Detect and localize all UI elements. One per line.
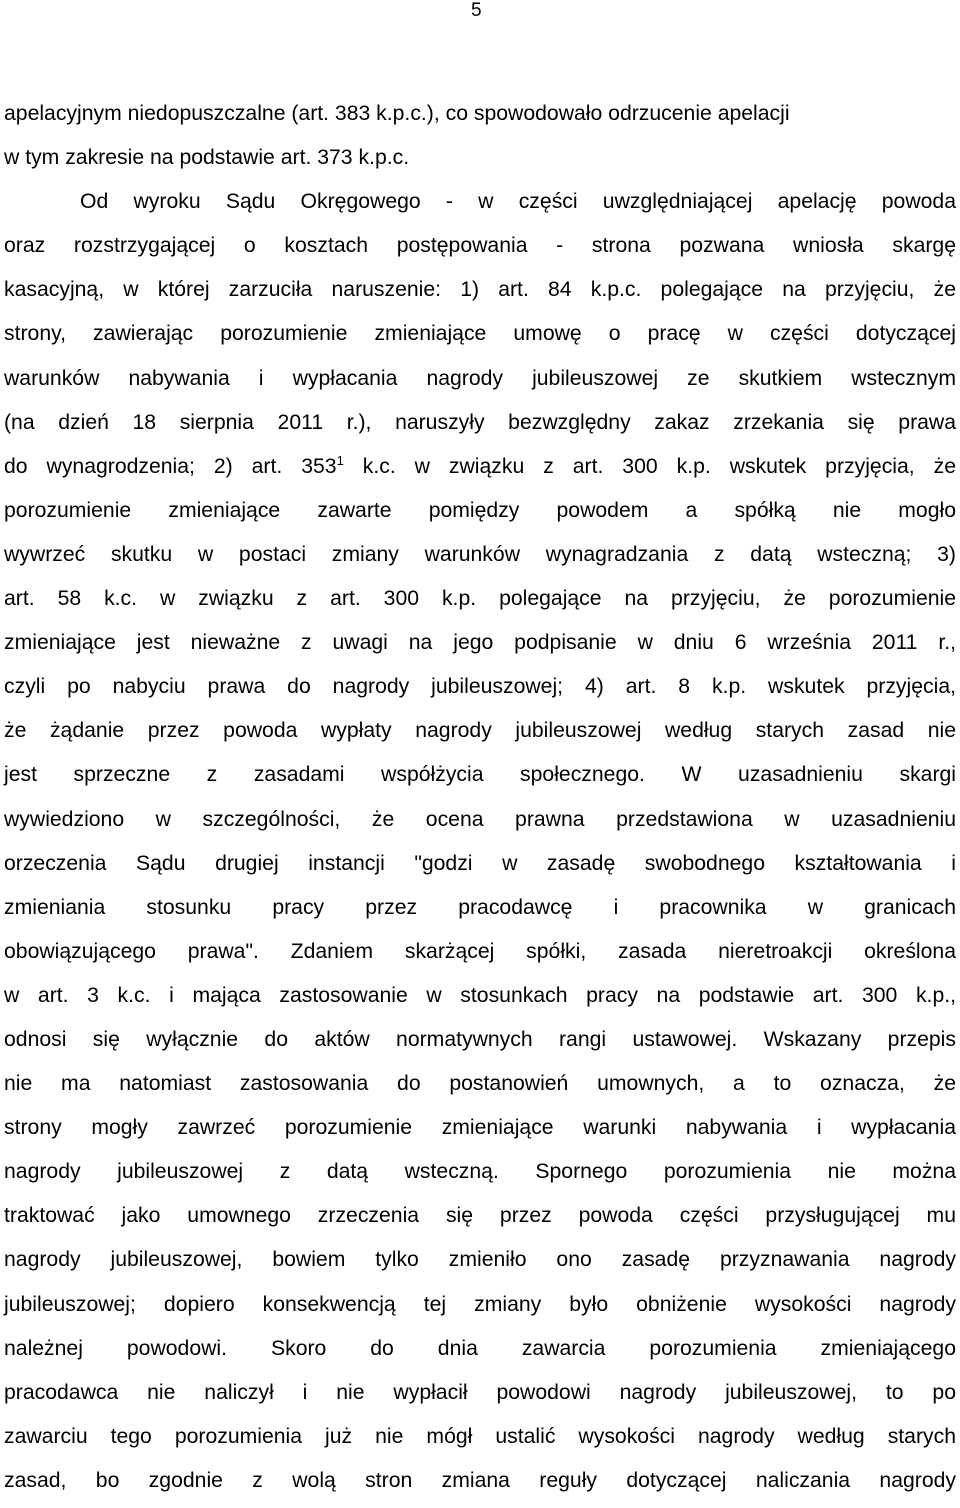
- text-line: art. 58 k.c. w związku z art. 300 k.p. polegające na przyjęciu, że porozumienie: [4, 587, 956, 611]
- document-body: [4, 92, 956, 1503]
- text-line: zasad, bo zgodnie z wolą stron zmiana reguły dotyczącej naliczania nagrody: [4, 1468, 956, 1492]
- paragraph-start-line: Od wyroku Sądu Okręgowego - w części uwzględniającej apelację powoda: [80, 190, 956, 214]
- text-line: wywrzeć skutku w postaci zmiany warunków wynagradzania z datą wsteczną; 3): [4, 542, 956, 566]
- text-line: należnej powodowi. Skoro do dnia zawarcia porozumienia zmieniającego: [4, 1336, 956, 1360]
- text-line: warunków nabywania i wypłacania nagrody jubileuszowej ze skutkiem wstecznym: [4, 366, 956, 390]
- page-number: 5: [471, 0, 482, 21]
- text-line: nagrody jubileuszowej z datą wsteczną. Spornego porozumienia nie można: [4, 1160, 956, 1184]
- text-line-with-superscript: [4, 445, 956, 489]
- superscript: 1: [336, 452, 344, 468]
- text-line: nagrody jubileuszowej, bowiem tylko zmieniło ono zasadę przyznawania nagrody: [4, 1248, 956, 1272]
- text-line: orzeczenia Sądu drugiej instancji "godzi w zasadę swobodnego kształtowania i: [4, 851, 956, 875]
- text-line: strony mogły zawrzeć porozumienie zmieniające warunki nabywania i wypłacania: [4, 1116, 956, 1140]
- line-text-after-superscript: k.c. w związku z art. 300 k.p. wskutek przyjęcia, że: [343, 454, 956, 478]
- text-line: że żądanie przez powoda wypłaty nagrody jubileuszowej według starych zasad nie: [4, 719, 956, 743]
- text-line: odnosi się wyłącznie do aktów normatywnych rangi ustawowej. Wskazany przepis: [4, 1027, 956, 1051]
- text-line: traktować jako umownego zrzeczenia się przez powoda części przysługującej mu: [4, 1204, 956, 1228]
- text-line: czyli po nabyciu prawa do nagrody jubileuszowej; 4) art. 8 k.p. wskutek przyjęcia,: [4, 675, 956, 699]
- text-line: strony, zawierając porozumienie zmieniające umowę o pracę w części dotyczącej: [4, 322, 956, 346]
- text-line: pracodawca nie naliczył i nie wypłacił powodowi nagrody jubileuszowej, to po: [4, 1380, 956, 1404]
- text-line: zmieniania stosunku pracy przez pracodawcę i pracownika w granicach: [4, 895, 956, 919]
- text-line: jest sprzeczne z zasadami współżycia społecznego. W uzasadnieniu skargi: [4, 763, 956, 787]
- text-line: oraz rozstrzygającej o kosztach postępowania - strona pozwana wniosła skargę: [4, 234, 956, 258]
- text-line: wywiedziono w szczególności, że ocena prawna przedstawiona w uzasadnieniu: [4, 807, 956, 831]
- text-line: w art. 3 k.c. i mająca zastosowanie w stosunkach pracy na podstawie art. 300 k.p.,: [4, 983, 956, 1007]
- text-line: zmieniające jest nieważne z uwagi na jego podpisanie w dniu 6 września 2011 r.,: [4, 631, 956, 655]
- line-text-before-superscript: do wynagrodzenia; 2) art. 353: [4, 454, 337, 478]
- text-line: obowiązującego prawa". Zdaniem skarżącej spółki, zasada nieretroakcji określona: [4, 939, 956, 963]
- text-line: nie ma natomiast zastosowania do postanowień umownych, a to oznacza, że: [4, 1072, 956, 1096]
- text-line: apelacyjnym niedopuszczalne (art. 383 k.p.c.), co spowodowało odrzucenie apelacji: [4, 102, 790, 125]
- text-line: jubileuszowej; dopiero konsekwencją tej zmiany było obniżenie wysokości nagrody: [4, 1292, 956, 1316]
- text-line: (na dzień 18 sierpnia 2011 r.), naruszyły bezwzględny zakaz zrzekania się prawa: [4, 410, 956, 434]
- text-line: w tym zakresie na podstawie art. 373 k.p.c.: [4, 146, 410, 170]
- text-line: kasacyjną, w której zarzuciła naruszenie: 1) art. 84 k.p.c. polegające na przyjęciu, że: [4, 278, 956, 302]
- text-line: zawarciu tego porozumienia już nie mógł ustalić wysokości nagrody według starych: [4, 1424, 956, 1448]
- text-line: porozumienie zmieniające zawarte pomiędzy powodem a spółką nie mogło: [4, 498, 956, 522]
